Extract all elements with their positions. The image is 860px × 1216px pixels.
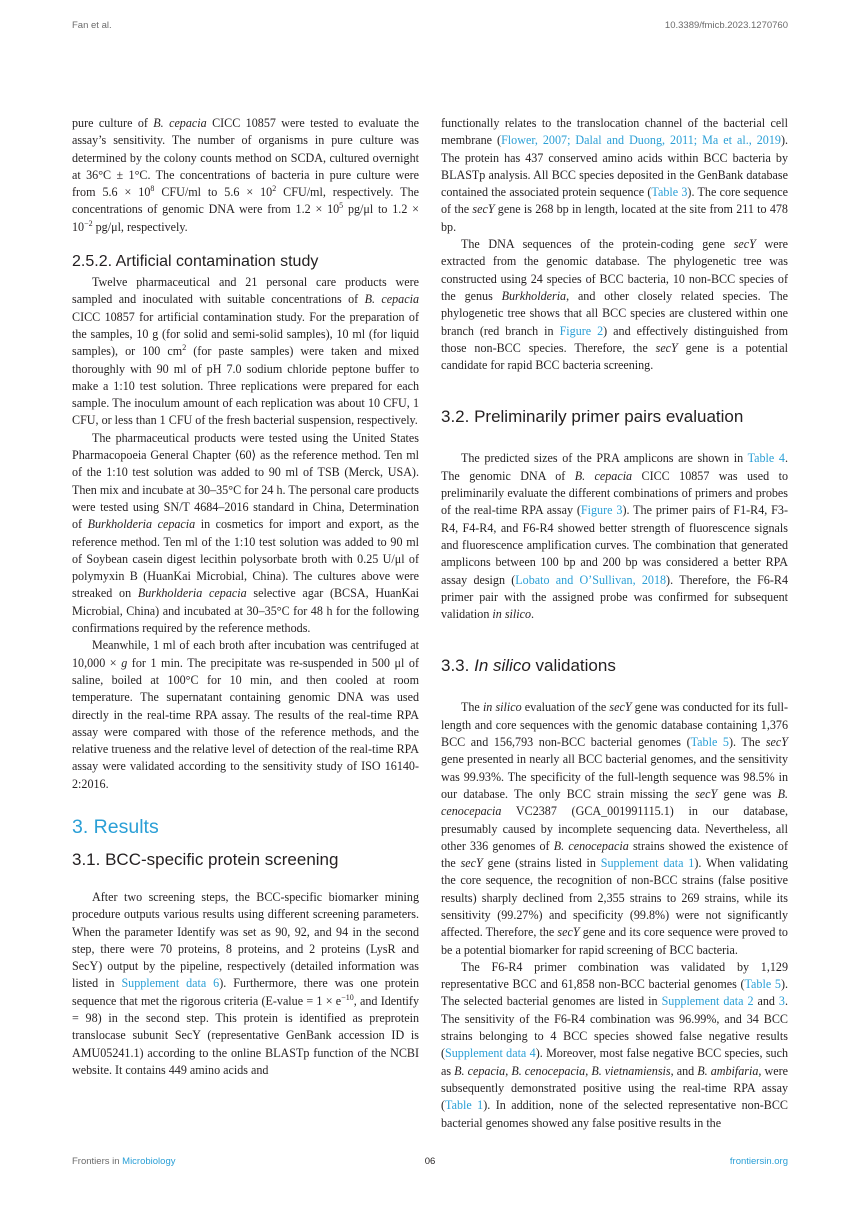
right-column [441, 115, 788, 1132]
section-heading-2-5-2: 2.5.2. Artificial contamination study [72, 253, 319, 271]
footer-site-link[interactable]: frontiersin.org [729, 1156, 788, 1167]
running-header-doi: 10.3389/fmicb.2023.1270760 [664, 20, 788, 31]
link-figure-2[interactable]: Figure 2 [559, 323, 604, 338]
paragraph: pure culture of B. cepacia CICC 10857 were tested to evaluate the assay’s sensitivity. The number of organisms in pure culture was determined by the colony counts method on SCDA, cultured overnight at 36°C ± 1°C. The concentrations of bacteria in pure culture were from $5.6 \times 10^8$ CFU/ml to $5.6 \times 10^2$ CFU/ml, respectively. The concentrations of genomic DNA were from $1.2 \times 10^5$ pg/μl to $1.2 \times 10^{-2}$ pg/μl, respectively. [72, 116, 419, 234]
paragraph: Meanwhile, 1 ml of each broth after incubation was centrifuged at 10,000 × g for 1 min. The precipitate was re-suspended in 500 μl of saline, boiled at 100°C for 10 min, and then cooled at room temperature. The supernatant containing genomic DNA was used directly in the real-time RPA assay. The results of the real-time RPA assay were compared with those of the reference methods, and the relative trueness and the relative level of detection of the real-time RPA assay were validated according to the sensitivity study of ISO 16140-2:2016. [72, 638, 419, 791]
paragraph: The DNA sequences of the protein-coding gene secY were extracted from the genomic database. The phylogenetic tree was constructed using 24 species of BCC bacteria, 10 non-BCC species of the genus Burkholderia, and other closely related species. The phylogenetic tree shows that all BCC species are clustered within one branch (red branch in Figure 2) and effectively distinguished from those non-BCC species. Therefore, the secY gene is a potential candidate for rapid BCC bacteria screening. [441, 237, 789, 373]
paragraph: After two screening steps, the BCC-specific biomarker mining procedure outputs various results using different screening parameters. When the parameter Identify was set as 90, 92, and 94 in the second step, there were 70 proteins, 8 proteins, and 2 proteins (LysR and SecY) output by the pipeline, respectively (detailed information was listed in Supplement data 6). Furthermore, there was one protein sequence that met the rigorous criteria (E-value = $1 \times e^{-10}$, and Identify = 98) in the second step. This protein is identified as preprotein translocase subunit SecY (representative GenBank accession ID is AMU05241.1) according to the online BLASTp function of the NCBI website. It contains 449 amino acids and [72, 889, 420, 1077]
link-figure-3[interactable]: Figure 3 [580, 503, 623, 518]
footer-journal: Frontiers in Microbiology [72, 1156, 176, 1167]
paragraph: The in silico evaluation of the secY gene was conducted for its full-length and core sequences with the genomic database containing 1,376 BCC and 156,793 non-BCC bacterial genomes (Table 5). The secY gene presented in nearly all BCC bacterial genomes, and the sensitivity was 99.93%. The specificity of the full-length sequence was 98.5% in our database. The only BCC strain missing the secY gene was B. cenocepacia VC2387 (GCA_001991115.1) in our database, presumably caused by incomplete sequencing data. Nevertheless, all other 336 genomes of B. cenocepacia strains showed the existence of the secY gene (strains listed in Supplement data 1). When validating the core sequence, the recognition of non-BCC strains (false positive results) sharply declined from 2,355 strains to 269 strains, while its sensitivity (99.27%) and specificity (99.8%) were not significantly affected. Therefore, the secY gene and its core sequence were proved to be a potential biomarker for rapid screening of BCC bacteria. [441, 700, 789, 957]
link-supplement-data-4[interactable]: Supplement data 4 [445, 1046, 536, 1061]
link-supplement-data-1[interactable]: Supplement data 1 [600, 856, 695, 871]
link-citation-lobato[interactable]: Lobato and O’Sullivan, 2018 [515, 572, 667, 587]
link-table-1[interactable]: Table 1 [445, 1098, 484, 1113]
link-citations[interactable]: Flower, 2007; Dalal and Duong, 2011; Ma et al., 2019 [501, 133, 781, 148]
link-table-5[interactable]: Table 5 [690, 735, 729, 750]
link-supplement-data-6[interactable]: Supplement data 6 [121, 976, 220, 991]
link-table-5[interactable]: Table 5 [744, 977, 781, 992]
section-heading-3-3: 3.3. In silico validations [441, 656, 616, 676]
footer-page-number: 06 [424, 1156, 436, 1167]
section-heading-3-2: 3.2. Preliminarily primer pairs evaluation [441, 407, 744, 427]
paragraph: Twelve pharmaceutical and 21 personal care products were sampled and inoculated with suitable concentrations of B. cepacia CICC 10857 for artificial contamination study. For the preparation of the samples, 10 g (for solid and semi-solid samples), 10 ml (for liquid samples), or 100 $cm^2$ (for paste samples) were taken and mixed thoroughly with 90 ml of pH 7.0 sodium chloride peptone buffer to make a 1:10 test solution. Three replications were prepared for each sample. The inoculum amount of each replication was about 10 CFU, 1 CFU, or less than 1 CFU of the fresh bacterial suspension, respectively. [72, 275, 419, 428]
link-table-4[interactable]: Table 4 [747, 451, 785, 466]
section-heading-3-1: 3.1. BCC-specific protein screening [72, 849, 339, 869]
paragraph: functionally relates to the translocation channel of the bacterial cell membrane (Flower, 2007; Dalal and Duong, 2011; Ma et al., 2019). The protein has 437 conserved amino acids within BCC bacteria by BLASTp analysis. All BCC species deposited in the GenBank database contained the associated protein sequence (Table 3). The core sequence of the secY gene is 268 bp in length, located at the site from 211 to 478 bp. [441, 116, 788, 234]
paragraph: The F6-R4 primer combination was validated by 1,129 representative BCC and 61,858 non-BCC bacterial genomes (Table 5). The selected bacterial genomes are listed in Supplement data 2 and 3. The sensitivity of the F6-R4 combination was 96.99%, and 34 BCC strains belonging to 4 BCC species showed false negative results (Supplement data 4). Moreover, most false negative BCC species, such as B. cepacia, B. cenocepacia, B. vietnamiensis, and B. ambifaria, were subsequently demonstrated positive using the real-time RPA assay (Table 1). In addition, none of the selected representative non-BCC bacterial genomes showed any false positive results in the [441, 959, 788, 1130]
section-heading-results: 3. Results [72, 815, 159, 838]
running-header-authors: Fan et al. [72, 20, 112, 31]
link-table-3[interactable]: Table 3 [651, 185, 688, 200]
paragraph: The predicted sizes of the PRA amplicons are shown in Table 4. The genomic DNA of B. cepacia CICC 10857 was used to preliminarily evaluate the different combinations of primers and probes of the real-time RPA assay (Figure 3). The primer pairs of F1-R4, F3-R4, F4-R4, and F6-R4 showed better strength of fluorescence signals and fluorescence amplification curves. The combination that generated amplicons between 100 bp and 200 bp was considered a better RPA assay design (Lobato and O’Sullivan, 2018). Therefore, the F6-R4 primer pair with the assigned probe was confirmed for subsequent validation in silico. [441, 451, 788, 622]
link-supplement-data-2[interactable]: Supplement data 2 [661, 994, 754, 1009]
left-column [72, 115, 419, 1079]
footer-journal-name[interactable]: Microbiology [122, 1156, 176, 1167]
link-supplement-data-3[interactable]: 3 [778, 994, 785, 1009]
paragraph: The pharmaceutical products were tested using the United States Pharmacopoeia General Chapter ⟨60⟩ as the reference method. Ten ml of the 1:10 test solution was added to 90 ml of TSB (Merck, USA). Then mix and incubate at 30–35°C for 24 h. The personal care products were tested using SN/T 4684–2016 standard in China, Determination of Burkholderia cepacia in cosmetics for import and export, as the reference method. Ten ml of the 1:10 test solution was added to 90 ml of Soybean casein digest lecithin polysorbate broth with 0.25 U/μl of polymyxin B (HuanKai Microbial, China). The cultures above were streaked on Burkholderia cepacia selective agar (BCSA, HuanKai Microbial, China) and incubated at 30–35°C for 48 h for the following confirmations required by the reference methods. [72, 430, 419, 636]
